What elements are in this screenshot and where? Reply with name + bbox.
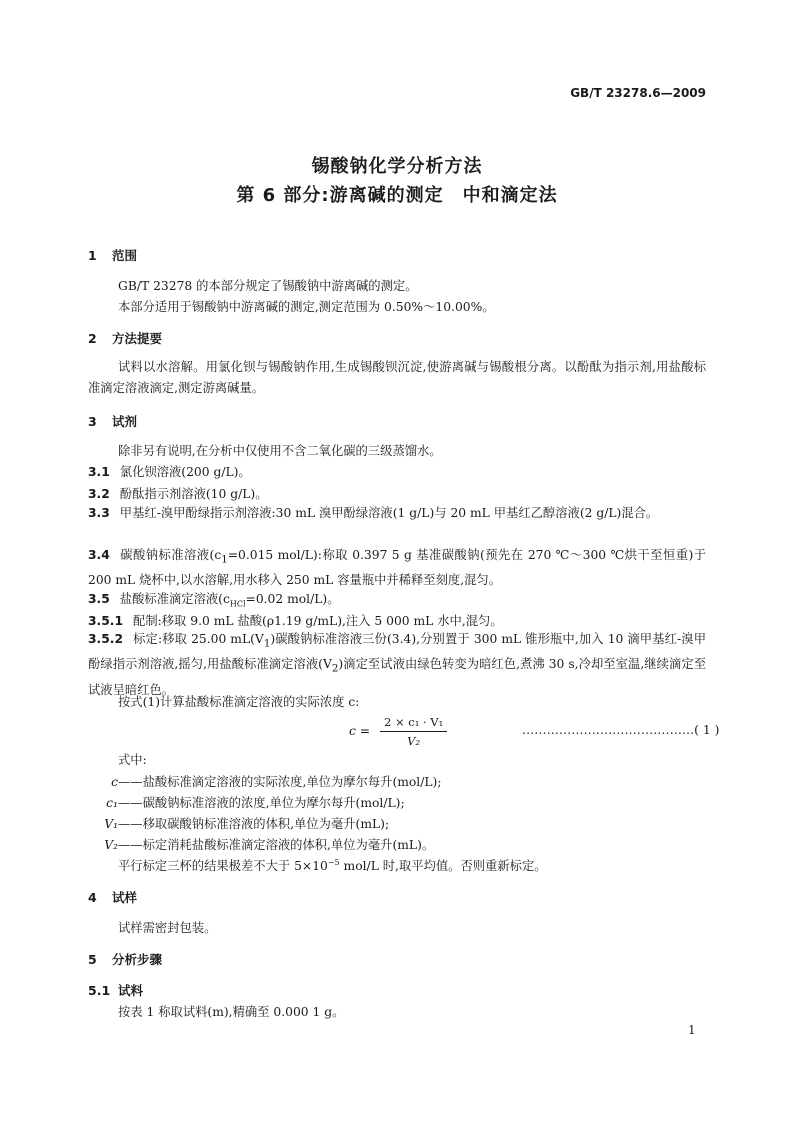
section-2-heading: 2 方法提要 [88, 331, 163, 346]
clause-3-1: 3.1 氯化钡溶液(200 g/L)。 [88, 465, 251, 479]
paragraph: GB/T 23278 的本部分规定了锡酸钠中游离碱的测定。 [118, 279, 418, 293]
section-5-heading: 5 分析步骤 [88, 952, 163, 967]
section-1-heading: 1 范围 [88, 248, 138, 263]
section-4-heading: 4 试样 [88, 890, 138, 905]
clause-3-5: 3.5 盐酸标准滴定溶液($c_{HCl}=0.02$ mol/L)。 [88, 592, 340, 609]
definition-item: V₂——标定消耗盐酸标准滴定溶液的体积,单位为毫升(mL)。 [104, 838, 435, 852]
clause-3-3: 3.3 甲基红-溴甲酚绿指示剂溶液:30 mL 溴甲酚绿溶液(1 g/L)与 20 mL 甲基红乙醇溶液(2 g/L)混合。 [88, 506, 659, 520]
paragraph: 试样需密封包装。 [118, 921, 217, 935]
clause-3-2: 3.2 酚酞指示剂溶液(10 g/L)。 [88, 487, 268, 501]
paragraph: 平行标定三杯的结果极差不大于 $5\times 10^{-5}$ mol/L 时,取平均值。否则重新标定。 [118, 857, 547, 873]
definition-item: c——盐酸标准滴定溶液的实际浓度,单位为摩尔每升(mol/L); [111, 775, 442, 789]
clause-3-5-1: 3.5.1 配制:移取 9.0 mL 盐酸(ρ1.19 g/mL),注入 5 000 mL 水中,混匀。 [88, 614, 503, 628]
definition-item: V₁——移取碳酸钠标准溶液的体积,单位为毫升(mL); [104, 817, 390, 831]
formula-1: c = $\frac{\text{2 × c₁ · V₁}}{\text{V₂}}$ [349, 715, 447, 748]
clause-5-1-heading: 5.1 试料 [88, 983, 144, 998]
paragraph: 本部分适用于锡酸钠中游离碱的测定,测定范围为 0.50%～10.00%。 [118, 300, 495, 314]
paragraph: 按式(1)计算盐酸标准滴定溶液的实际浓度 c: [118, 695, 360, 709]
definition-item: c₁——碳酸钠标准溶液的浓度,单位为摩尔每升(mol/L); [106, 796, 405, 810]
section-3-heading: 3 试剂 [88, 414, 138, 429]
paragraph: 除非另有说明,在分析中仅使用不含二氧化碳的三级蒸馏水。 [118, 444, 442, 458]
page-number: 1 [688, 1023, 696, 1037]
paragraph: 试料以水溶解。用氯化钡与锡酸钠作用,生成锡酸钡沉淀,使游离碱与锡酸根分离。以酚酞为指示剂,用盐酸标准滴定溶液滴定,测定游离碱量。 [88, 360, 706, 395]
document-title: 锡酸钠化学分析方法 [311, 156, 483, 177]
document-subtitle: 第 6 部分:游离碱的测定 中和滴定法 [236, 185, 558, 206]
clause-3-5-2: 3.5.2 标定:移取 25.00 $mL(V_1)$碳酸钠标准溶液三份(3.4),分别置于 300 mL 锥形瓶中,加入 10 滴甲基红-溴甲酚绿指示剂溶液,摇匀,用盐酸标准滴定溶液$(V_2)$滴定至试液由绿色转变为暗红色,煮沸 30 s,冷却至室温,继续滴定至试液呈暗红色。 [88, 632, 706, 697]
formula-number: ……………………………………( 1 ) [522, 723, 720, 737]
paragraph: 按表 1 称取试料(m),精确至 0.000 1 g。 [118, 1005, 345, 1019]
paragraph: 式中: [118, 753, 147, 767]
standard-number: GB/T 23278.6—2009 [570, 86, 706, 100]
clause-3-4: 3.4 碳酸钠标准溶液($c_1=0.015$ mol/L):称取 0.397 5 g 基准碳酸钠(预先在 270 ℃～300 ℃烘干至恒重)于 200 mL 烧杯中,以水溶解,用水移入 250 mL 容量瓶中并稀释至刻度,混匀。 [88, 548, 706, 588]
